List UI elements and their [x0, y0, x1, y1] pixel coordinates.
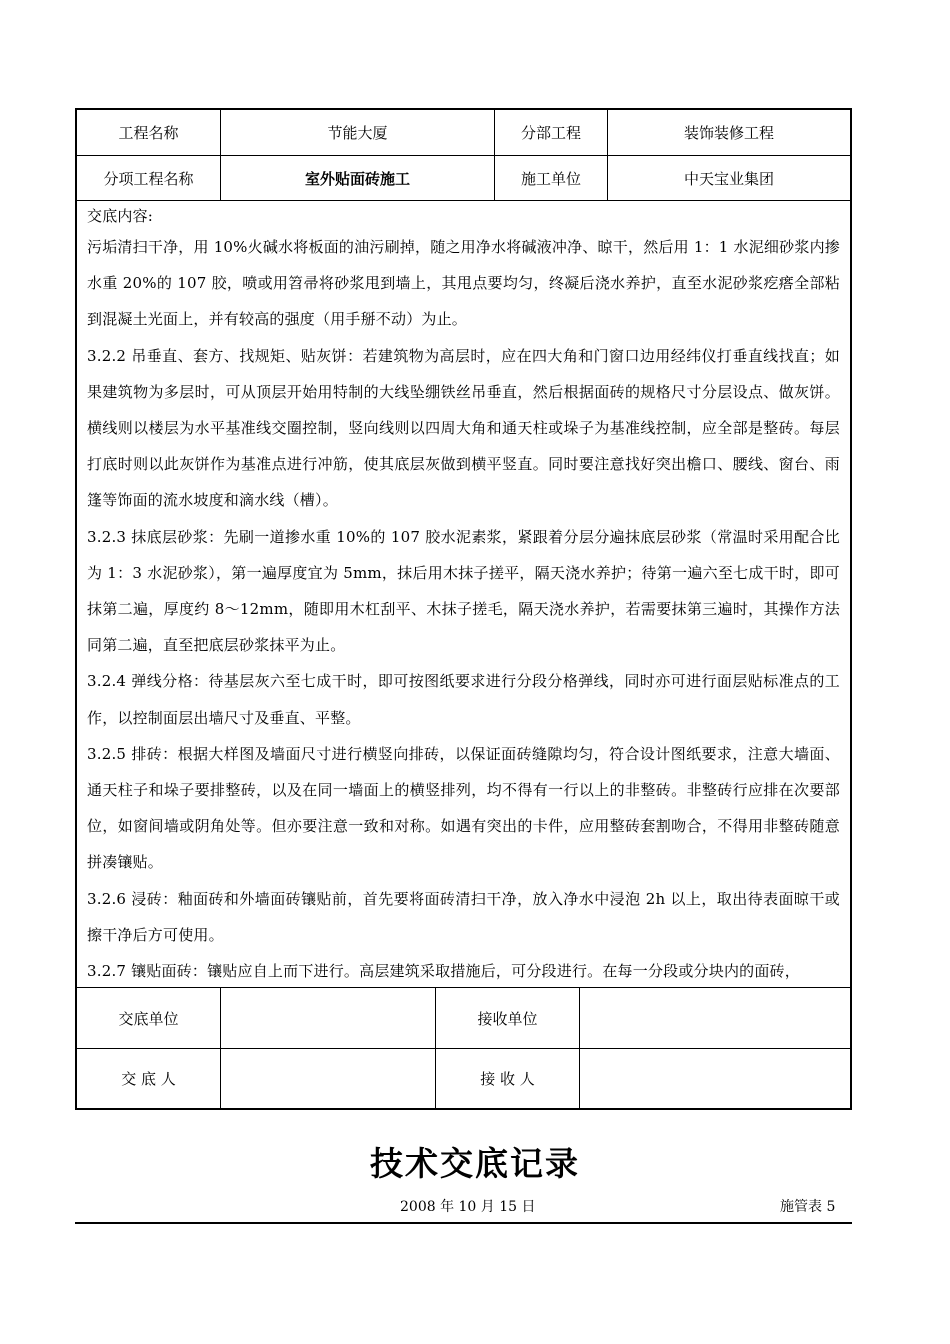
receiver-person-label: 接 收 人 [435, 1049, 579, 1108]
project-name-value: 节能大厦 [220, 110, 494, 155]
header-row-1 [77, 110, 850, 156]
document-date: 2008 年 10 月 15 日 [400, 1199, 536, 1215]
content-heading: 交底内容: [87, 207, 154, 225]
receiver-unit-label: 接收单位 [435, 988, 579, 1048]
disclosure-content [77, 201, 850, 988]
form-number: 施管表 5 [780, 1199, 836, 1215]
subitem-value: 室外贴面砖施工 [220, 156, 494, 200]
project-name-label: 工程名称 [118, 124, 179, 142]
header-row-2 [77, 156, 850, 201]
issuer-unit-value[interactable] [220, 988, 435, 1048]
technical-disclosure-table [75, 108, 852, 1110]
issuer-person-value[interactable] [220, 1049, 435, 1108]
contractor-label: 施工单位 [494, 156, 607, 200]
issuer-unit-label: 交底单位 [118, 1009, 179, 1028]
content-paragraph: 3.2.2 吊垂直、套方、找规矩、贴灰饼：若建筑物为高层时，应在四大角和门窗口边用经纬仪打垂直线找直；如果建筑物为多层时，可从顶层开始用特制的大线坠绷铁丝吊垂直，然后根据面砖的规格尺寸分层设点、做灰饼。横线则以楼层为水平基准线交圈控制，竖向线则以四周大角和通天柱或垛子为基准线控制，应全部是整砖。每层打底时则以此灰饼作为基准点进行冲筋，使其底层灰做到横平竖直。同时要注意找好突出檐口、腰线、窗台、雨篷等饰面的流水坡度和滴水线（槽）。 [87, 346, 840, 510]
content-paragraph: 3.2.4 弹线分格：待基层灰六至七成干时，即可按图纸要求进行分段分格弹线，同时亦可进行面层贴标准点的工作，以控制面层出墙尺寸及垂直、平整。 [87, 672, 840, 727]
content-paragraph: 3.2.3 抹底层砂浆：先刷一道掺水重 10%的 107 胶水泥素浆，紧跟着分层分遍抹底层砂浆（常温时采用配合比为 1：3 水泥砂浆），第一遍厚度宜为 5mm，抹后用木抹子搓平，隔天浇水养护；待第一遍六至七成干时，即可抹第二遍，厚度约 8～12mm，随即用木杠刮平、木抹子搓毛，隔天浇水养护，若需要抹第三遍时，其操作方法同第二遍，直至把底层砂浆抹平为止。 [87, 527, 840, 655]
division-value: 装饰装修工程 [607, 110, 850, 155]
receiver-person-value[interactable] [579, 1049, 850, 1108]
issuer-person-label: 交 底 人 [121, 1070, 176, 1088]
document-title: 技术交底记录 [370, 1144, 580, 1183]
content-paragraph: 污垢清扫干净，用 10%火碱水将板面的油污刷掉，随之用净水将碱液冲净、晾干，然后用 1：1 水泥细砂浆内掺水重 20%的 107 胶，喷或用笤帚将砂浆甩到墙上，其甩点要均匀，终凝后浇水养护，直至水泥砂浆疙瘩全部粘到混凝土光面上，并有较高的强度（用手掰不动）为止。 [87, 238, 840, 329]
bottom-rule [75, 1222, 852, 1224]
content-paragraph: 3.2.5 排砖：根据大样图及墙面尺寸进行横竖向排砖，以保证面砖缝隙均匀，符合设计图纸要求，注意大墙面、通天柱子和垛子要排整砖，以及在同一墙面上的横竖排列，均不得有一行以上的非整砖。非整砖行应排在次要部位，如窗间墙或阴角处等。但亦要注意一致和对称。如遇有突出的卡件，应用整砖套割吻合，不得用非整砖随意拼凑镶贴。 [87, 744, 840, 872]
division-label: 分部工程 [494, 110, 607, 155]
footer-row-2 [77, 1049, 850, 1108]
content-paragraph: 3.2.6 浸砖：釉面砖和外墙面砖镶贴前，首先要将面砖清扫干净，放入净水中浸泡 2h 以上，取出待表面晾干或擦干净后方可使用。 [87, 889, 840, 944]
receiver-unit-value[interactable] [579, 988, 850, 1048]
footer-row-1 [77, 988, 850, 1049]
contractor-value: 中天宝业集团 [607, 156, 850, 200]
subitem-label: 分项工程名称 [103, 169, 194, 188]
content-paragraph: 3.2.7 镶贴面砖：镶贴应自上而下进行。高层建筑采取措施后，可分段进行。在每一分段或分块内的面砖， [87, 962, 800, 981]
